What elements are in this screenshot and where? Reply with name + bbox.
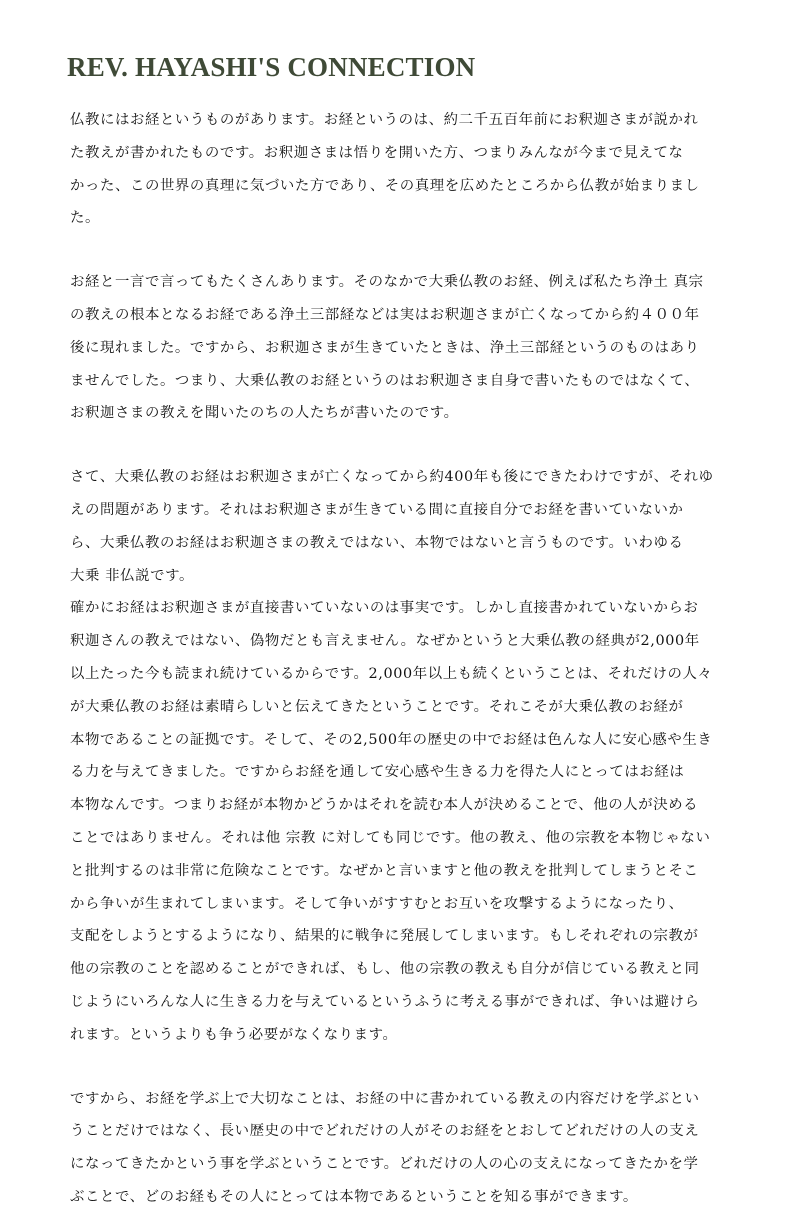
text-line: の教えの根本となるお経である浄土三部経などは実はお釈迦さまが亡くなってから約４００年: [70, 306, 700, 323]
article-body: [70, 100, 730, 1210]
text-line: 支配をしようとするようになり、結果的に戦争に発展してしまいます。もしそれぞれの宗教が: [70, 928, 699, 945]
text-line: と批判するのは非常に危険なことです。なぜかと言いますと他の教えを批判してしまうとそこ: [70, 862, 699, 879]
text-line: が大乗仏教のお経は素晴らしいと伝えてきたということです。それこそが大乗仏教のお経が: [70, 698, 684, 715]
text-line: ですから、お経を学ぶ上で大切なことは、お経の中に書かれている教えの内容だけを学ぶとい: [70, 1090, 700, 1107]
paragraph-3: [70, 457, 730, 588]
text-line: お経と一言で言ってもたくさんあります。そのなかで大乗仏教のお経、例えば私たち浄土 真宗: [70, 274, 704, 291]
text-line: 大乗 非仏説です。: [70, 567, 194, 584]
paragraph-4: [70, 588, 730, 1047]
text-line: 本物なんです。つまりお経が本物かどうかはそれを読む本人が決めることで、他の人が決める: [70, 797, 699, 814]
text-line: 釈迦さんの教えではない、偽物だとも言えません。なぜかというと大乗仏教の経典が2,000年: [70, 633, 700, 650]
text-line: 後に現れました。ですから、お釈迦さまが生きていたときは、浄土三部経というのものはあり: [70, 339, 700, 356]
text-line: 確かにお経はお釈迦さまが直接書いていないのは事実です。しかし直接書かれていないからお: [70, 600, 699, 617]
text-line: れます。というよりも争う必要がなくなります。: [70, 1026, 398, 1043]
paragraph-1: [70, 100, 730, 231]
text-line: 以上たった今も読まれ続けているからです。2,000年以上も続くということは、それだけの人々: [70, 665, 713, 682]
text-line: ことではありません。それは他 宗教 に対しても同じです。他の教え、他の宗教を本物じゃない: [70, 829, 711, 846]
text-line: じようにいろんな人に生きる力を与えているというふうに考える事ができれば、争いは避けら: [70, 993, 700, 1010]
text-line: から争いが生まれてしまいます。そして争いがすすむとお互いを攻撃するようになったり、: [70, 895, 684, 912]
text-line: ら、大乗仏教のお経はお釈迦さまの教えではない、本物ではないと言うものです。いわゆる: [70, 534, 684, 551]
paragraph-spacer: [70, 426, 730, 457]
text-line: えの問題があります。それはお釈迦さまが生きている間に直接自分でお経を書いていないか: [70, 501, 684, 518]
text-line: お釈迦さまの教えを聞いたのちの人たちが書いたのです。: [70, 405, 459, 422]
paragraph-spacer: [70, 231, 730, 262]
paragraph-2: [70, 262, 730, 426]
page-title: REV. HAYASHI'S CONNECTION: [67, 52, 476, 82]
text-line: 本物であることの証拠です。そして、その2,500年の歴史の中でお経は色んな人に安心感や生き: [70, 731, 713, 748]
text-line: た。: [70, 210, 100, 227]
text-line: かった、この世界の真理に気づいた方であり、その真理を広めたところから仏教が始まりまし: [70, 177, 700, 194]
text-line: 仏教にはお経というものがあります。お経というのは、約二千五百年前にお釈迦さまが説かれ: [70, 112, 699, 128]
text-line: さて、大乗仏教のお経はお釈迦さまが亡くなってから約400年も後にできたわけですが、それゆ: [70, 469, 714, 486]
text-line: た教えが書かれたものです。お釈迦さまは悟りを開いた方、つまりみんなが今まで見えてな: [70, 144, 684, 161]
paragraph-5: [70, 1079, 730, 1210]
text-line: ませんでした。つまり、大乗仏教のお経というのはお釈迦さま自身で書いたものではなくて、: [70, 372, 700, 389]
text-line: になってきたかという事を学ぶということです。どれだけの人の心の支えになってきたかを学: [70, 1156, 699, 1173]
text-line: 他の宗教のことを認めることができれば、もし、他の宗教の教えも自分が信じている教えと同: [70, 961, 700, 978]
text-line: うことだけではなく、長い歴史の中でどれだけの人がそのお経をとおしてどれだけの人の支え: [70, 1123, 700, 1140]
text-line: る力を与えてきました。ですからお経を通して安心感や生きる力を得た人にとってはお経は: [70, 764, 685, 781]
paragraph-spacer: [70, 1048, 730, 1079]
text-line: ぶことで、どのお経もその人にとっては本物であるということを知る事ができます。: [70, 1188, 638, 1205]
